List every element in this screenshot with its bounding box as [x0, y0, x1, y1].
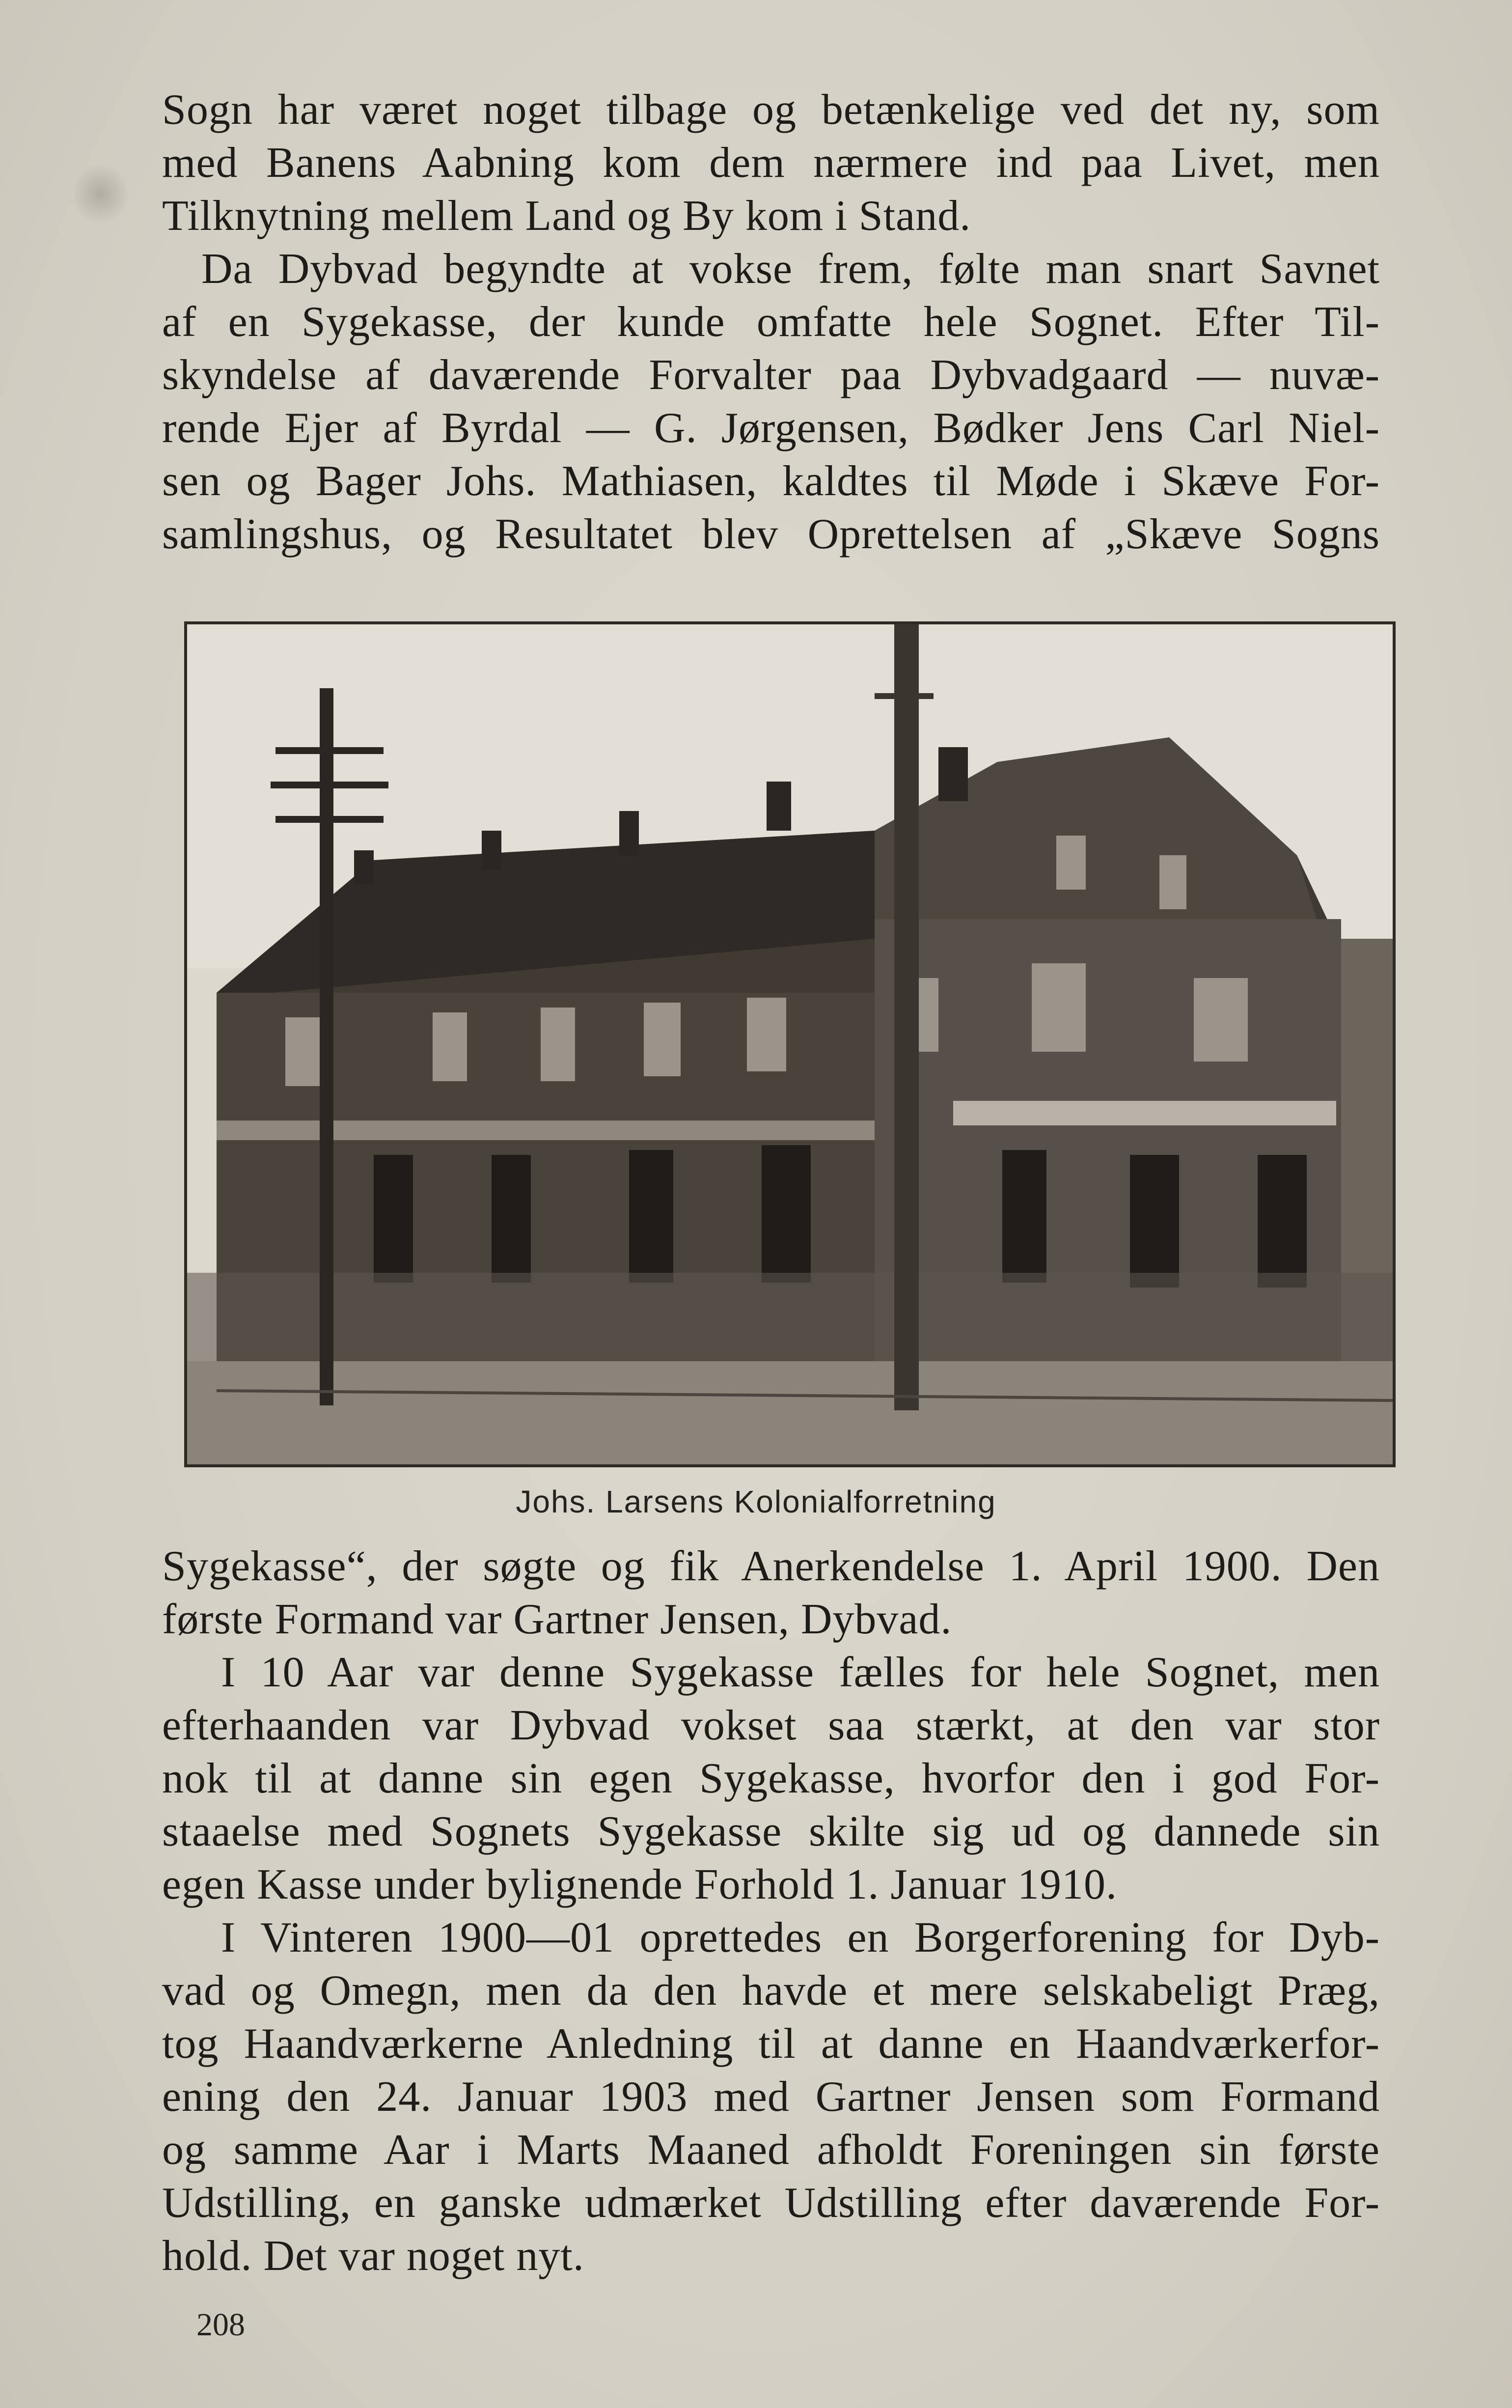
text-line: nok til at danne sin egen Sygekasse, hvorfor den i god For- — [162, 1755, 1380, 1802]
text-line: staaelse med Sognets Sygekasse skilte sig ud og dannede sin — [162, 1808, 1380, 1855]
page-stain — [74, 162, 128, 226]
photograph — [184, 621, 1396, 1467]
text-line: og samme Aar i Marts Maaned afholdt Foreningen sin første — [162, 2126, 1380, 2174]
page-number: 208 — [196, 2307, 245, 2343]
text-line: hold. Det var noget nyt. — [162, 2232, 584, 2280]
text-line: tog Haandværkerne Anledning til at danne en Haandværkerfor- — [162, 2020, 1380, 2068]
text-line: I Vinteren 1900—01 oprettedes en Borgerforening for Dyb- — [221, 1914, 1380, 1961]
photo-building-illustration — [187, 624, 1393, 1464]
text-line: Udstilling, en ganske udmærket Udstilling efter daværende For- — [162, 2179, 1380, 2227]
text-line: Da Dybvad begyndte at vokse frem, følte man snart Savnet — [201, 245, 1380, 293]
text-line: efterhaanden var Dybvad vokset saa stærkt, at den var stor — [162, 1702, 1380, 1749]
text-line: med Banens Aabning kom dem nærmere ind paa Livet, men — [162, 139, 1380, 187]
text-line: Sygekasse“, der søgte og fik Anerkendelse 1. April 1900. Den — [162, 1542, 1380, 1590]
text-line: Tilknytning mellem Land og By kom i Stand. — [162, 192, 971, 240]
text-line: skyndelse af daværende Forvalter paa Dybvadgaard — nuvæ- — [162, 351, 1380, 399]
text-line: rende Ejer af Byrdal — G. Jørgensen, Bødker Jens Carl Niel- — [162, 404, 1380, 452]
text-line: egen Kasse under bylignende Forhold 1. Januar 1910. — [162, 1861, 1118, 1908]
text-line: vad og Omegn, men da den havde et mere selskabeligt Præg, — [162, 1967, 1380, 2015]
top-paragraph — [162, 84, 1380, 561]
bottom-paragraph — [162, 1540, 1380, 2283]
photo-caption: Johs. Larsens Kolonialforretning — [516, 1484, 996, 1519]
text-line: første Formand var Gartner Jensen, Dybvad. — [162, 1596, 952, 1643]
text-line: ening den 24. Januar 1903 med Gartner Jensen som Formand — [162, 2073, 1380, 2121]
text-line: Sogn har været noget tilbage og betænkelige ved det ny, som — [162, 86, 1380, 134]
text-line: af en Sygekasse, der kunde omfatte hele Sognet. Efter Til- — [162, 298, 1380, 346]
text-line: I 10 Aar var denne Sygekasse fælles for hele Sognet, men — [221, 1649, 1380, 1696]
text-line: samlingshus, og Resultatet blev Oprettelsen af „Skæve Sogns — [162, 510, 1380, 558]
text-line: sen og Bager Johs. Mathiasen, kaldtes til Møde i Skæve For- — [162, 457, 1380, 505]
